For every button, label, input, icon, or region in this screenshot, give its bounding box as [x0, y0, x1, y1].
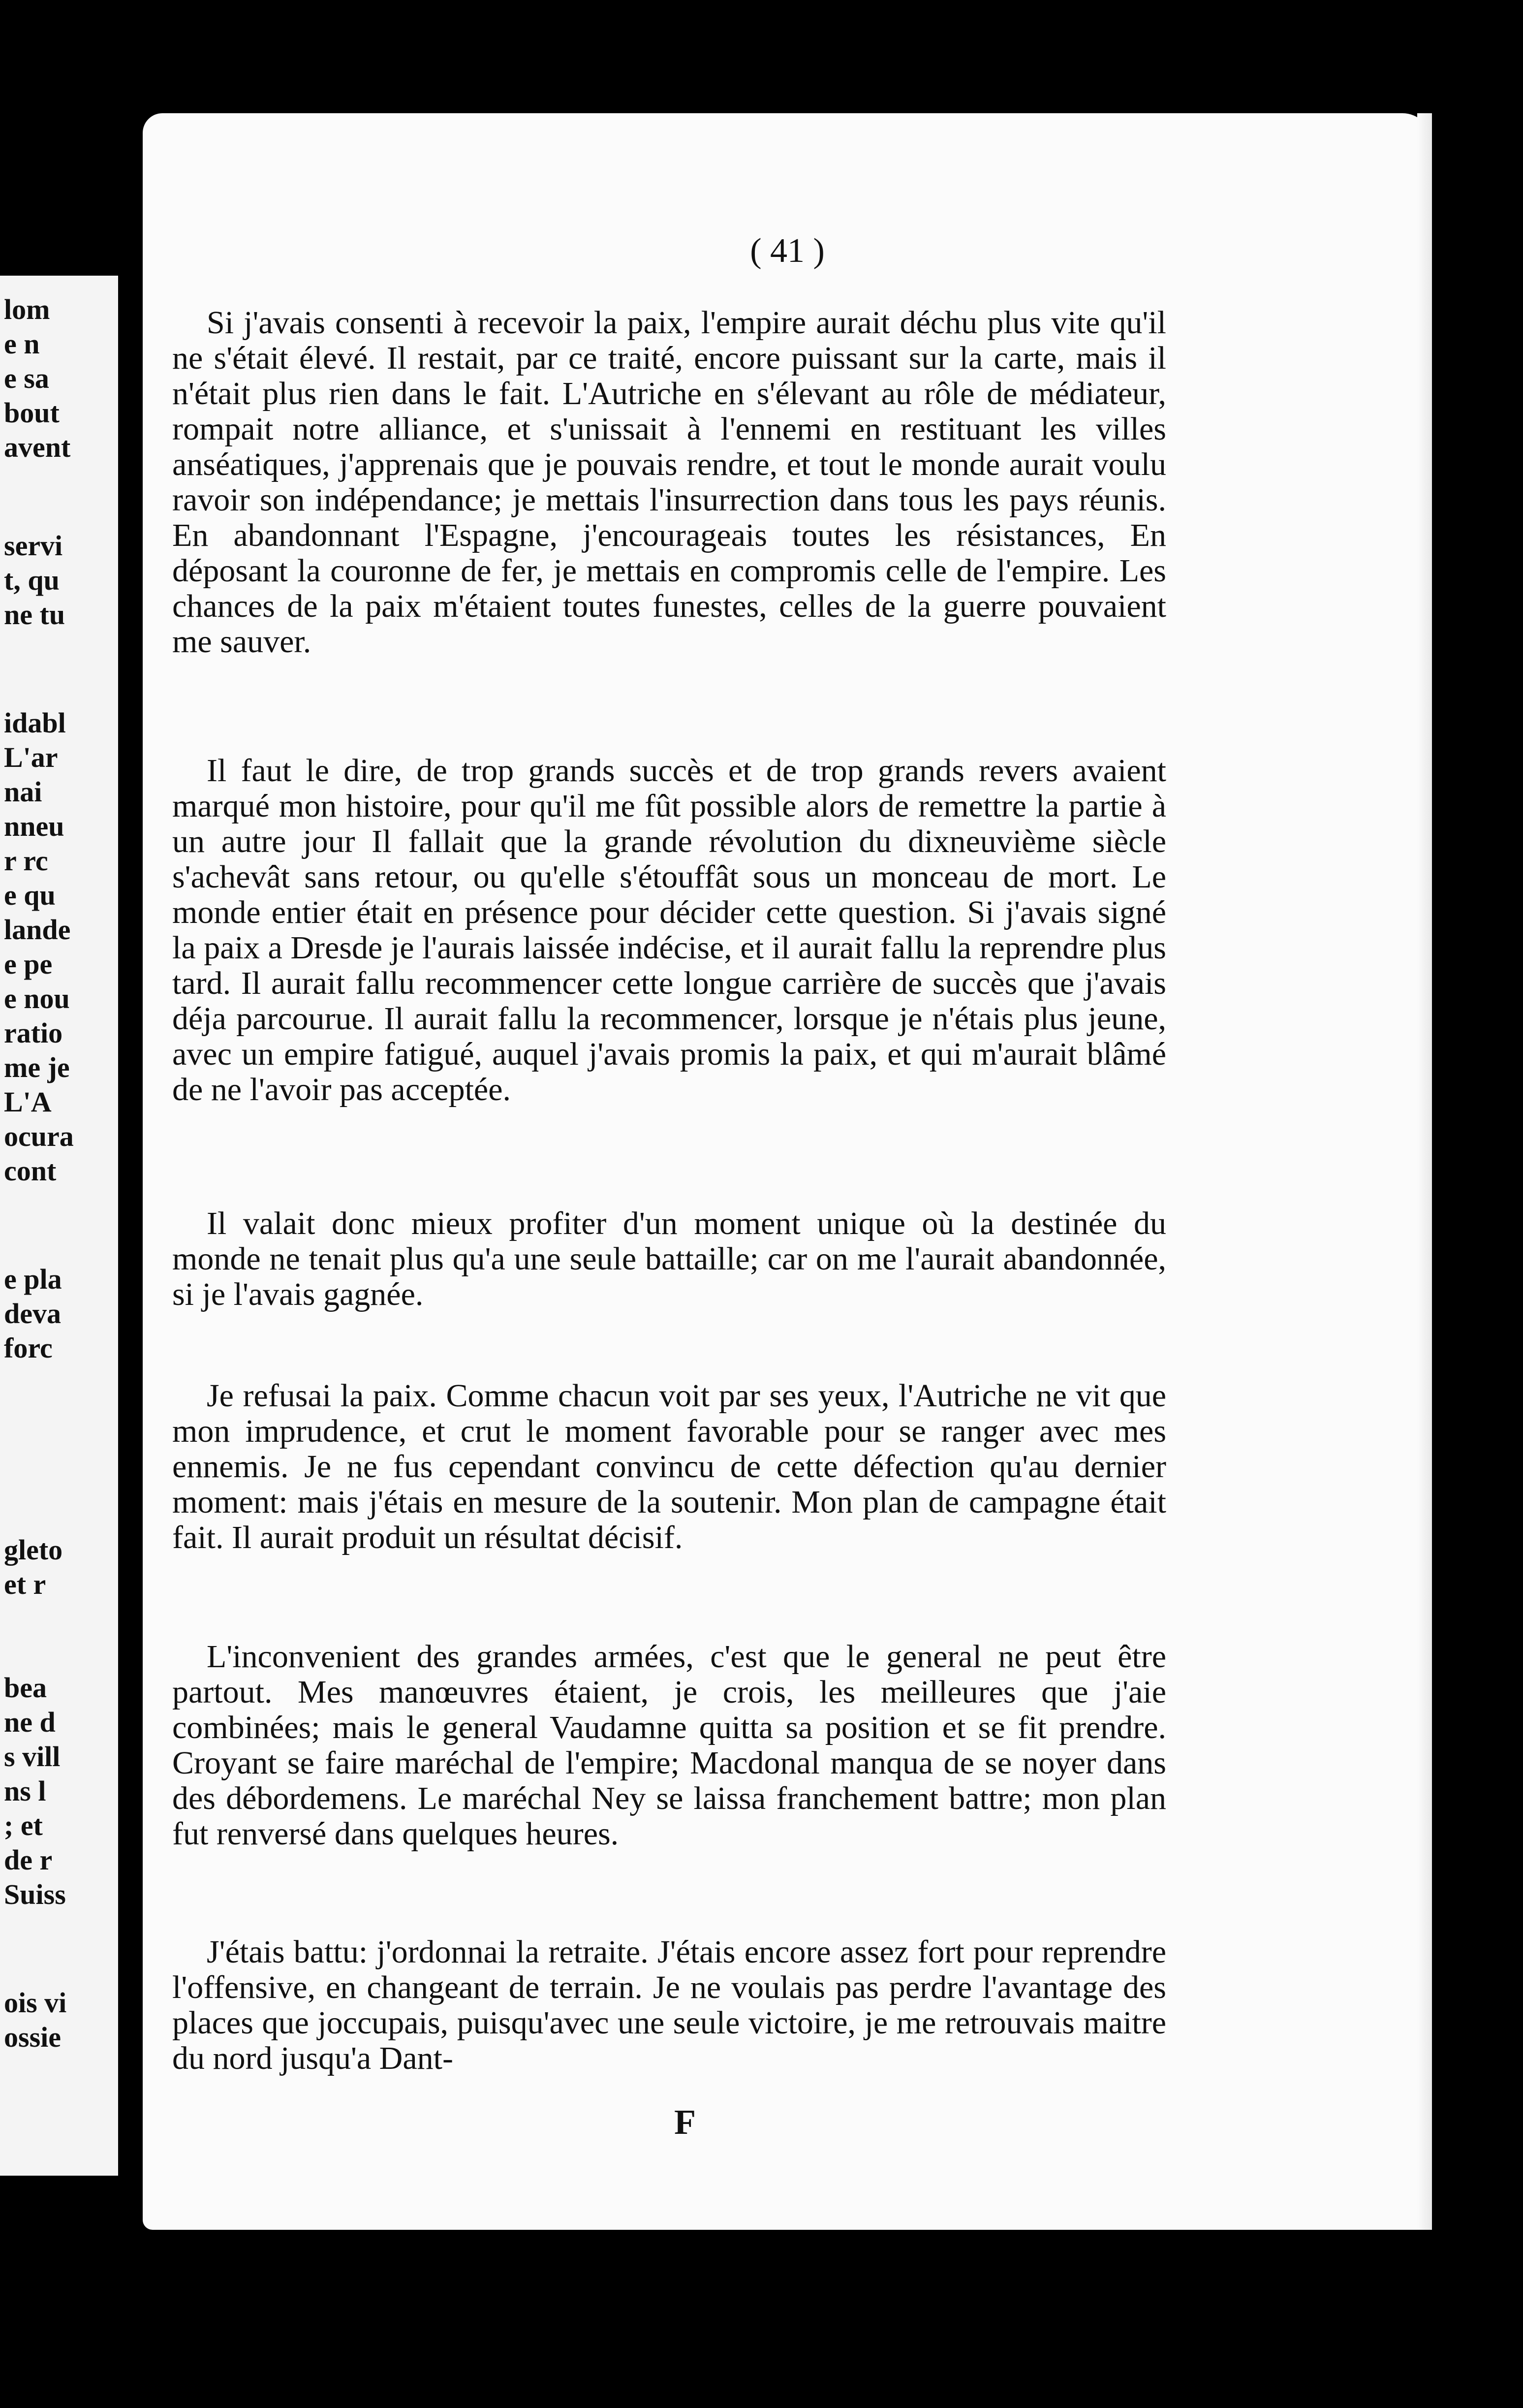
left-fragment: ois vi: [4, 1987, 67, 2019]
left-fragment: Suiss: [4, 1878, 66, 1910]
left-fragment: e n: [4, 328, 40, 360]
paragraph-text: J'étais battu: j'ordonnai la retraite. J'étais encore assez fort pour reprendre l'offensive, en changeant de terrain. Je ne voulais pas perdre l'avantage des places que joccupais, puisqu'avec une seule victoire, je me retrouvais maitre du nord jusqu'a Dant-: [172, 1934, 1166, 2076]
left-fragment: ne d: [4, 1706, 56, 1738]
book-page: [143, 113, 1432, 2230]
left-fragment: lom: [4, 293, 50, 325]
left-fragment: t, qu: [4, 564, 60, 596]
left-fragment: e nou: [4, 982, 70, 1014]
left-fragment: et r: [4, 1568, 46, 1600]
left-fragment: lande: [4, 914, 71, 946]
left-fragment: L'ar: [4, 741, 58, 773]
left-fragment: servi: [4, 530, 63, 562]
left-fragment: r rc: [4, 845, 48, 877]
signature-mark: F: [674, 2102, 696, 2142]
paragraph: [172, 1206, 1166, 1312]
left-fragment: e pe: [4, 948, 53, 980]
left-fragment: me je: [4, 1051, 70, 1083]
left-fragment: bea: [4, 1672, 47, 1704]
left-fragment: e qu: [4, 879, 56, 911]
left-fragment: idabl: [4, 707, 66, 739]
left-fragment: deva: [4, 1298, 61, 1330]
left-fragment: gleto: [4, 1534, 63, 1566]
left-fragment: bout: [4, 397, 60, 429]
left-fragment: s vill: [4, 1741, 61, 1773]
paragraph: [172, 753, 1166, 1108]
page-edge: [1417, 113, 1432, 2230]
paragraph-text: Je refusai la paix. Comme chacun voit par ses yeux, l'Autriche ne vit que mon imprudence, et crut le moment favorable pour se ranger avec mes ennemis. Je ne fus cependant convincu de cette défection qu'au dernier moment: mais j'étais en mesure de la soutenir. Mon plan de campagne était fait. Il aurait produit un résultat décisif.: [172, 1378, 1166, 1555]
left-fragment: L'A: [4, 1086, 52, 1118]
left-fragment: ; et: [4, 1809, 43, 1841]
paragraph-text: L'inconvenient des grandes armées, c'est que le general ne peut être partout. Mes manœuvres étaient, je crois, les meilleures que j'aie combinées; mais le general Vaudamne quitta sa position et se fit prendre. Croyant se faire maréchal de l'empire; Macdonal manqua de se noyer dans des débordemens. Le maréchal Ney se laissa franchement battre; mon plan fut renversé dans quelques heures.: [172, 1639, 1166, 1852]
paragraph: [172, 1934, 1166, 2076]
paragraph-text: Si j'avais consenti à recevoir la paix, l'empire aurait déchu plus vite qu'il ne s'était élevé. Il restait, par ce traité, encore puissant sur la carte, mais il n'était plus rien dans le fait. L'Autriche en s'élevant au rôle de médiateur, rompait notre alliance, et s'unissait à l'ennemi en restituant les villes anséatiques, j'apprenais que je pouvais rendre, et tout le monde aurait voulu ravoir son indépendance; je mettais l'insurrection dans tous les pays réunis. En abandonnant l'Espagne, j'encourageais toutes les résistances, En déposant la couronne de fer, je mettais en compromis celle de l'empire. Les chances de la paix m'étaient toutes funestes, celles de la guerre pouvaient me sauver.: [172, 305, 1166, 660]
left-fragment: ne tu: [4, 599, 65, 631]
left-fragment: nai: [4, 776, 42, 808]
left-fragment: forc: [4, 1332, 53, 1364]
page-number: ( 41 ): [750, 232, 825, 270]
left-fragment: ns l: [4, 1775, 46, 1807]
left-fragment: ossie: [4, 2021, 61, 2053]
paragraph: [172, 1639, 1166, 1852]
left-fragment: cont: [4, 1155, 57, 1187]
paragraph-text: Il valait donc mieux profiter d'un moment unique où la destinée du monde ne tenait plus qu'a une seule battaille; car on me l'aurait abandonnée, si je l'avais gagnée.: [172, 1205, 1166, 1312]
left-fragment: avent: [4, 431, 71, 463]
left-fragment: e sa: [4, 362, 49, 394]
left-fragment: ratio: [4, 1017, 63, 1049]
left-fragment: nneu: [4, 810, 64, 842]
previous-page-edge: [0, 276, 123, 2176]
paragraph-text: Il faut le dire, de trop grands succès et de trop grands revers avaient marqué mon histoire, pour qu'il me fût possible alors de remettre la partie à un autre jour Il fallait que la grande révolution du dixneuvième siècle s'achevât sans retour, ou qu'elle s'étouffât sous un monceau de mort. Le monde entier était en présence pour décider cette question. Si j'avais signé la paix a Dresde je l'aurais laissée indécise, et il aurait fallu la reprendre plus tard. Il aurait fallu recommencer cette longue carrière de succès que j'avais déja parcourue. Il aurait fallu la recommencer, lorsque je n'étais plus jeune, avec un empire fatigué, auquel j'avais promis la paix, et qui m'aurait blâmé de ne l'avoir pas acceptée.: [172, 753, 1166, 1108]
left-fragment: de r: [4, 1844, 53, 1876]
paragraph: [172, 1378, 1166, 1555]
paragraph: [172, 305, 1166, 660]
left-fragment: e pla: [4, 1263, 62, 1295]
left-fragment: ocura: [4, 1120, 74, 1152]
